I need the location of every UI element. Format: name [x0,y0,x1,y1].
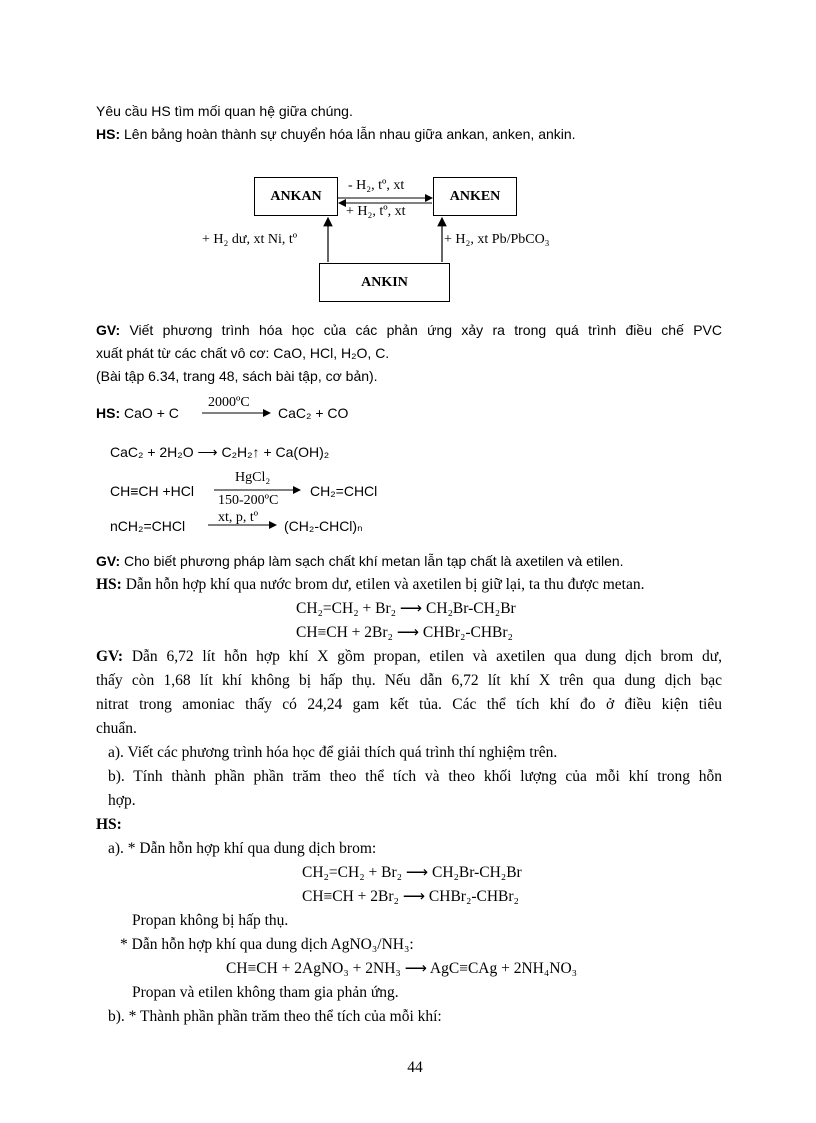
gv1-line-3: (Bài tập 6.34, trang 48, sách bài tập, cơ bản). [96,368,378,384]
hs3-equation-2: CH≡CH + 2Br₂ ⟶ CHBr₂-CHBr₂ [302,888,519,905]
question-b-line-2: hợp. [108,792,136,809]
gv3-line-4: chuẩn. [96,720,137,737]
hs3-label: HS: [96,816,122,833]
anken-box: ANKEN [433,177,517,216]
reaction-1-condition: 2000ºC [208,395,250,410]
hs2-equation-1: CH₂=CH₂ + Br₂ ⟶ CH₂Br-CH₂Br [296,600,516,617]
gv3-line-1 [96,647,722,667]
gv-label: GV: [96,648,123,665]
reaction-4-left: nCH₂=CHCl [110,518,186,534]
hs1-reaction-1 [96,403,179,423]
reaction-3-left: CH≡CH +HCl [110,483,195,499]
label-ankin-to-ankan: + H₂ dư, xt Ni, tº [202,232,298,247]
hs3-propan-note-1: Propan không bị hấp thụ. [132,912,289,929]
reaction-3-right: CH₂=CHCl [310,483,378,499]
gv3-line-3: nitrat trong amoniac thấy có 24,24 gam kết tủa. Các thể tích khí đo ở điều kiện tiêu [96,696,722,713]
label-dehydrogenation: - H₂, tº, xt [348,178,405,193]
question-a: a). Viết các phương trình hóa học để giải thích quá trình thí nghiệm trên. [108,744,558,761]
hs3-part-b: b). * Thành phần phần trăm theo thể tích của mỗi khí: [108,1008,442,1025]
gv3-line-1-text: Dẫn 6,72 lít hỗn hợp khí X gồm propan, etilen và axetilen qua dung dịch brom dư, [131,648,722,665]
gv2-line [96,551,624,571]
hs3-part-a: a). * Dẫn hỗn hợp khí qua dung dịch brom: [108,840,377,857]
gv1-line-1-text: Viết phương trình hóa học của các phản ứng xảy ra trong quá trình điều chế PVC [129,322,722,338]
gv3-line-2: thấy còn 1,68 lít khí không bị hấp thụ. Nếu dẫn 6,72 lít khí X trên qua dung dịch bạc [96,672,722,689]
gv1-line-1 [96,320,722,340]
hs-label: HS: [96,405,121,421]
reaction-3-temperature: 150-200ºC [218,493,279,508]
hs2-equation-2: CH≡CH + 2Br₂ ⟶ CHBr₂-CHBr₂ [296,624,513,641]
ankin-box: ANKIN [319,263,450,302]
hs2-line [96,575,644,595]
page-number: 44 [407,1059,423,1076]
intro-line-1: Yêu cầu HS tìm mối quan hệ giữa chúng. [96,103,353,119]
hs3-equation-3: CH≡CH + 2AgNO₃ + 2NH₃ ⟶ AgC≡CAg + 2NH₄NO₃ [226,960,578,977]
hs3-agno3-line: * Dẫn hỗn hợp khí qua dung dịch AgNO₃/NH₃: [120,936,414,953]
hs3-equation-1: CH₂=CH₂ + Br₂ ⟶ CH₂Br-CH₂Br [302,864,522,881]
hs2-text: Dẫn hỗn hợp khí qua nước brom dư, etilen và axetilen bị giữ lại, ta thu được metan. [125,576,645,593]
hs-label: HS: [96,126,121,142]
reaction-4-condition: xt, p, tº [218,510,259,525]
reaction-4-right: (CH₂-CHCl)ₙ [284,518,363,534]
reaction-2: CaC₂ + 2H₂O ⟶ C₂H₂↑ + Ca(OH)₂ [110,444,330,460]
label-hydrogenation: + H₂, tº, xt [346,204,406,219]
reaction-1-right: CaC₂ + CO [278,405,349,421]
question-b-line-1: b). Tính thành phần phần trăm theo thể tích và theo khối lượng của mỗi khí trong hỗn [108,768,722,785]
reaction-3-catalyst: HgCl₂ [235,470,271,485]
intro-line-2-text: Lên bảng hoàn thành sự chuyển hóa lẫn nhau giữa ankan, anken, ankin. [124,126,576,142]
label-ankin-to-anken: + H₂, xt Pb/PbCO₃ [444,232,550,247]
gv1-line-2: xuất phát từ các chất vô cơ: CaO, HCl, H₂O, C. [96,345,390,361]
gv-label: GV: [96,322,121,338]
hs3-propan-note-2: Propan và etilen không tham gia phản ứng. [132,984,399,1001]
gv-label: GV: [96,553,121,569]
ankan-box: ANKAN [254,177,338,216]
gv2-text: Cho biết phương pháp làm sạch chất khí metan lẫn tạp chất là axetilen và etilen. [124,553,624,569]
reaction-1-left: CaO + C [124,405,179,421]
hs-label: HS: [96,576,122,593]
